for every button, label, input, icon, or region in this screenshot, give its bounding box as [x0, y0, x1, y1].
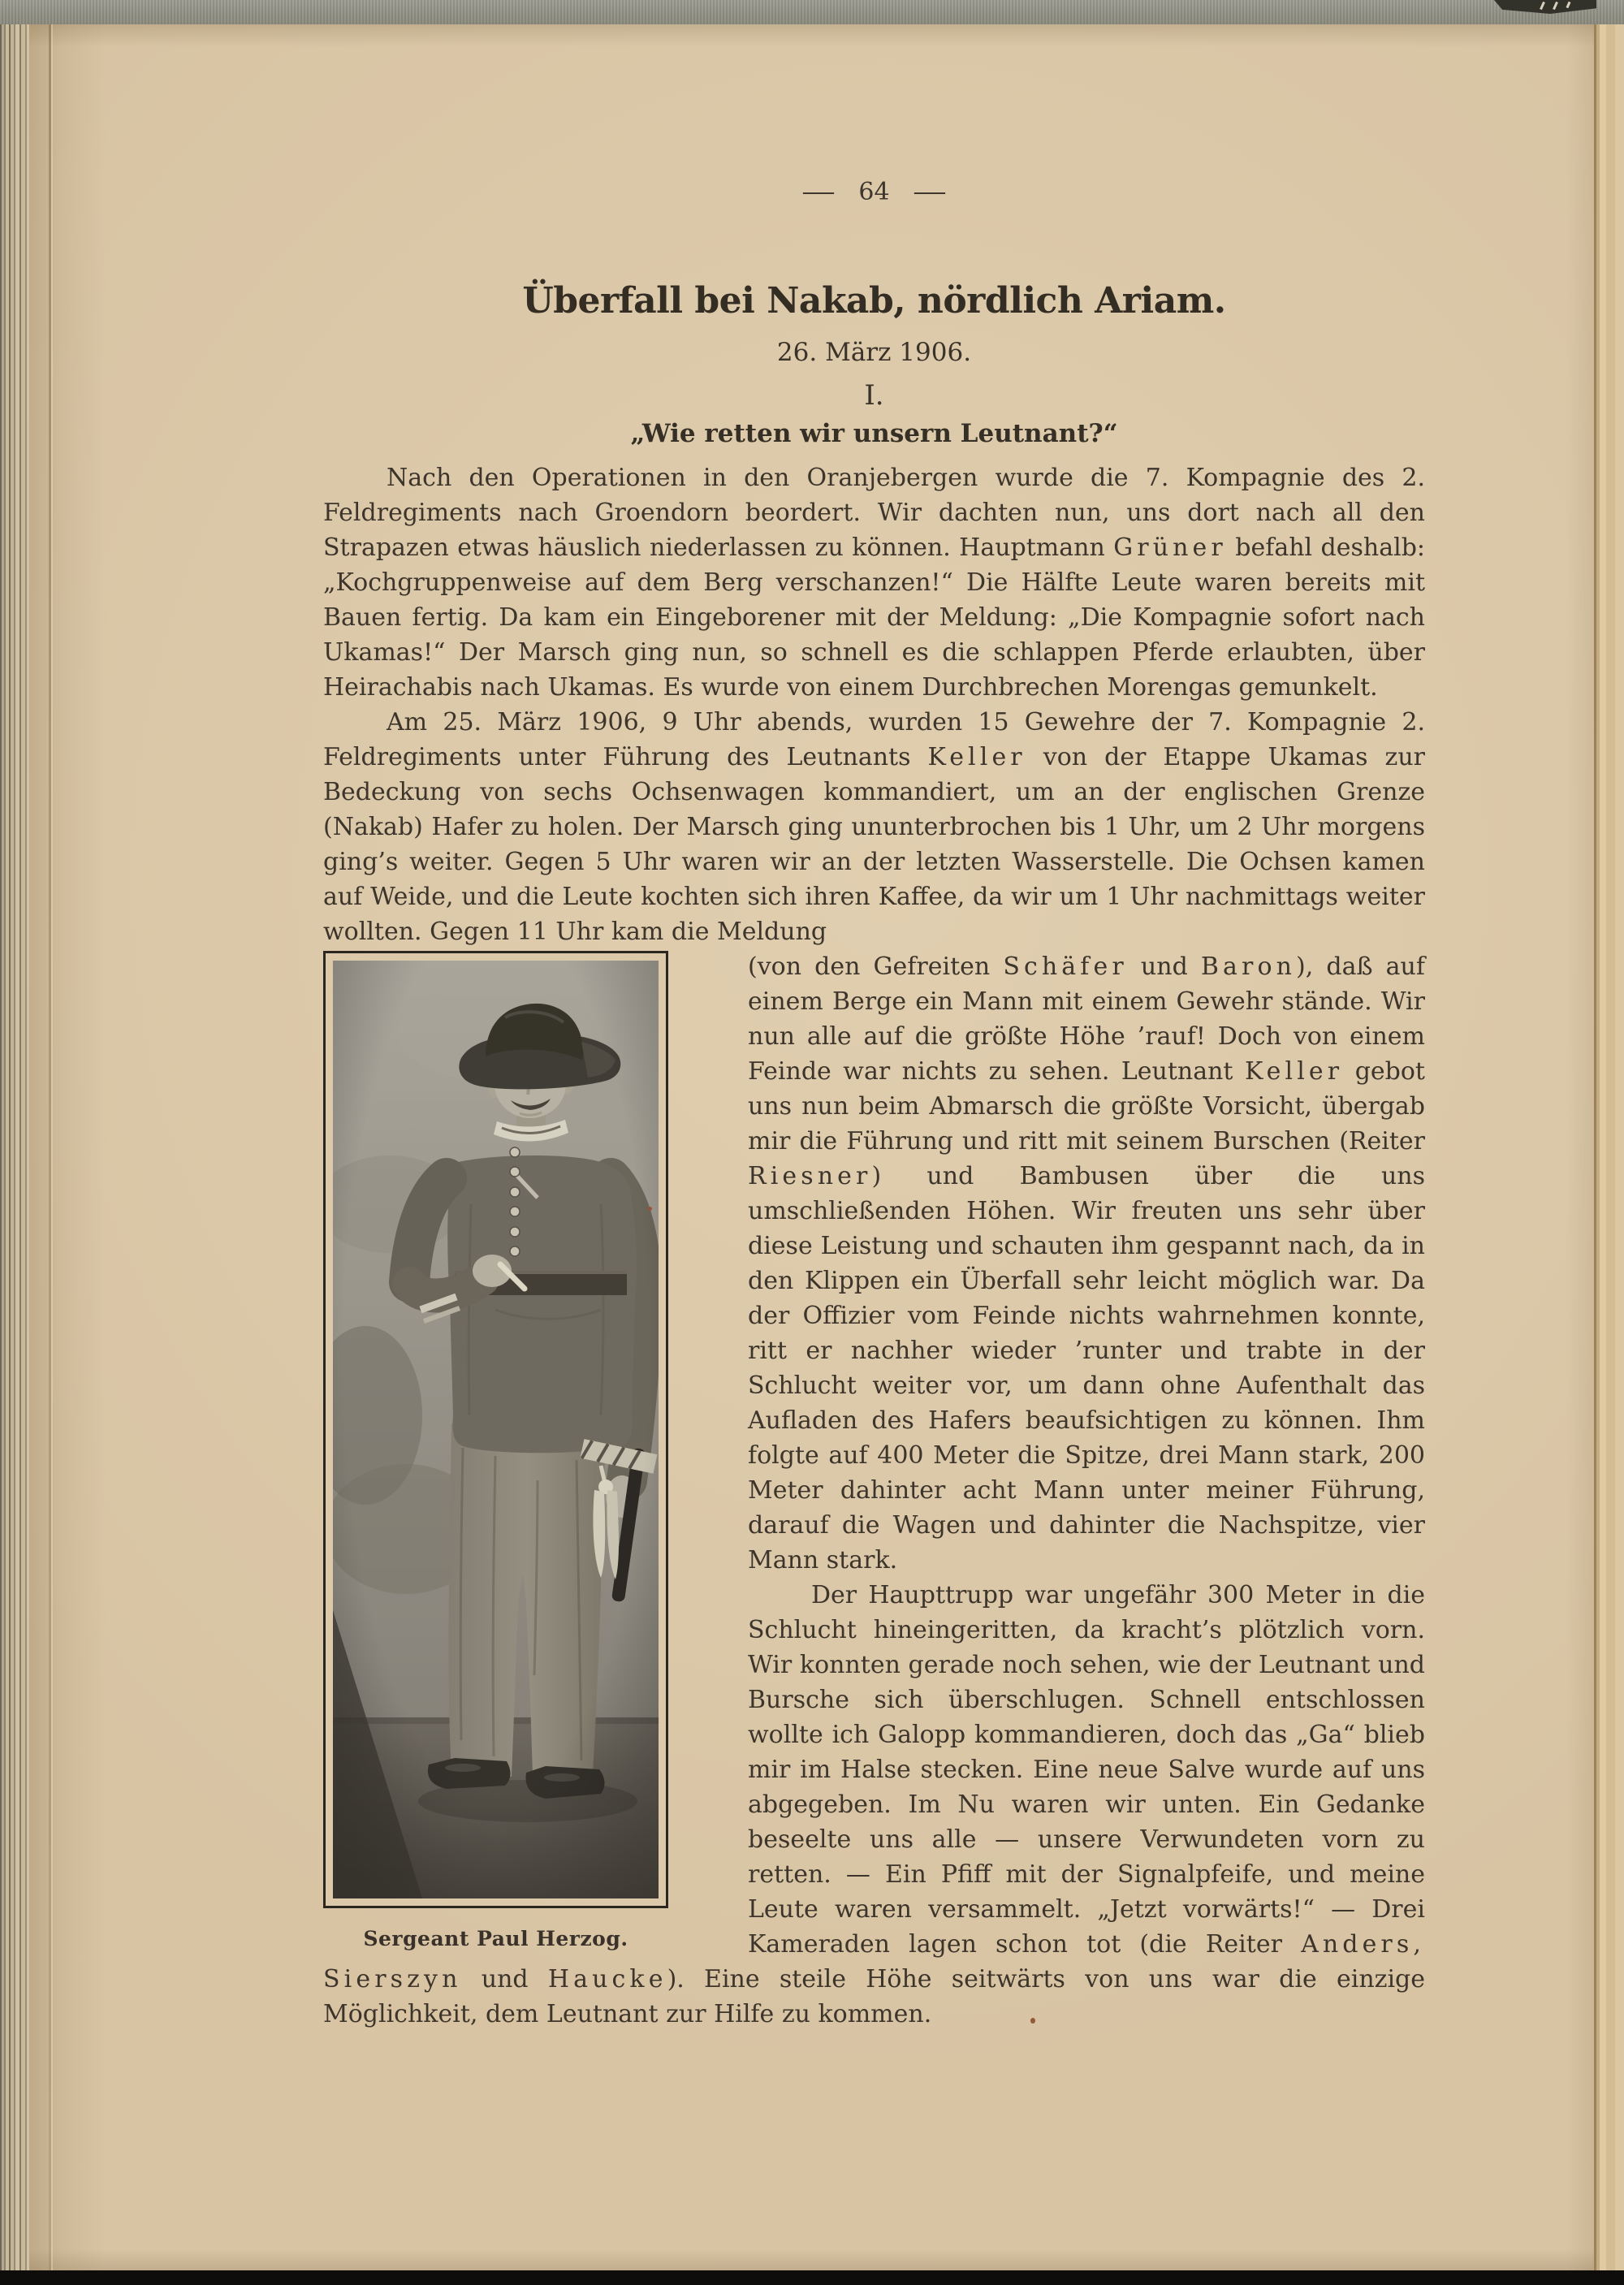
text-run: ), daß auf einem Berge ein Mann mit einem Gewehr stände. Wir nun alle auf die größte Höhe ’rauf! Doch von einem Feinde war nichts zu sehen. Leutnant — [748, 952, 1425, 1086]
portrait-photo-image — [333, 961, 659, 1898]
article-title: Überfall bei Nakab, nördlich Ariam. — [522, 280, 1226, 322]
chapter-numeral: I. — [864, 379, 884, 412]
headband-stitch — [1540, 2, 1545, 10]
adjacent-page-edge — [1594, 24, 1624, 2270]
foxing-speck — [1030, 2018, 1035, 2024]
page-number-dash: — — [912, 178, 947, 206]
photo-caption: Sergeant Paul Herzog. — [363, 1927, 628, 1950]
paragraph — [323, 460, 1425, 705]
page-fore-edges — [0, 24, 31, 2270]
printed-content — [323, 177, 1425, 2032]
text-run: und — [1127, 952, 1201, 981]
text-run: ) und Bambusen über die uns umschließenden Höhen. Wir freuten uns sehr über diese Leistung und schauten ihm gespannt nach, da in den Klippen ein Überfall sehr leicht möglich war. Da der Offizier vom Feinde nichts wahrnehmen konnte, ritt er nachher wieder ’runter und trabte in der Schlucht weiter vor, um dann ohne Aufenthalt das Aufladen des Hafers beaufsichtigen zu können. Ihm folgte auf 400 Meter die Spitze, drei Mann stark, 200 Meter dahinter acht Mann unter meiner Führung, darauf die Wagen und dahinter die Nachspitze, vier Mann stark. — [748, 1162, 1425, 1574]
portrait-photo-illustration — [333, 961, 659, 1898]
article-subtitle: „Wie retten wir unsern Leutnant?“ — [630, 419, 1118, 448]
text-run: und — [461, 1965, 548, 1993]
emphasized-name: Keller — [1244, 1057, 1344, 1086]
text-run: Der Haupttrupp war ungefähr 300 Meter in die Schlucht hineingeritten, da kracht’s plötzlich vorn. Wir konnten gerade noch sehen, wie der Leutnant und Bursche sich überschlugen. Schnell entschlossen wollte ich Galopp kommandieren, doch das „Ga“ blieb mir im Halse stecken. Eine neue Salve wurde auf uns abgegeben. Im Nu waren wir unten. Ein Gedanke beseelte uns alle — unsere Verwundeten vorn zu retten. — Ein Pfiff mit der Signalpfeife, und meine Leute waren versammelt. „Jetzt vorwärts!“ — Drei Kameraden lagen schon tot (die Reiter — [748, 1581, 1425, 1959]
portrait-photo-figure — [323, 951, 668, 1952]
text-run: gebot uns nun beim Abmarsch die größte Vorsicht, übergab mir die Führung und ritt mit seinem Burschen (Reiter — [748, 1057, 1425, 1155]
text-run: befahl deshalb: „Kochgruppenweise auf dem Berg verschanzen!“ Die Hälfte Leute waren bereits mit Bauen fertig. Da kam ein Eingeborener mit der Meldung: „Die Kompagnie sofort nach Ukamas!“ Der Marsch ging nun, so schnell es die schlappen Pferde erlaubten, über Heirachabis nach Ukamas. Es wurde von einem Durchbrechen Morengas gemunkelt. — [323, 533, 1426, 702]
text-run: von der Etappe Ukamas zur Bedeckung von sechs Ochsenwagen kommandiert, um an der englischen Grenze (Nakab) Hafer zu holen. Der Marsch ging ununterbrochen bis 1 Uhr, um 2 Uhr morgens ging’s weiter. Gegen 5 Uhr waren wir an der letzten Wasserstelle. Die Ochsen kamen auf Weide, und die Leute kochten sich ihren Kaffee, da wir um 1 Uhr nachmittags weiter wollten. Gegen 11 Uhr kam die Meldung — [323, 743, 1425, 946]
scan-bottom-shadow — [0, 2270, 1624, 2285]
text-run: Am 25. März 1906, 9 Uhr abends, wurden 15 Gewehre der 7. Kompagnie 2. Feldregiments unter Führung des Leutnants — [323, 708, 1425, 771]
foxing-speck — [648, 1207, 652, 1211]
page-number: 64 — [858, 178, 890, 206]
emphasized-name: Riesner — [748, 1162, 872, 1190]
page-number-row — [323, 177, 1425, 208]
portrait-photo — [323, 951, 668, 1908]
headband-stitch — [1553, 2, 1558, 10]
photo-vignette — [333, 961, 659, 1898]
text-run: (von den Gefreiten — [748, 952, 1004, 981]
book-cover-top-edge — [0, 0, 1624, 26]
article-body — [323, 460, 1425, 2032]
text-run: Nach den Operationen in den Oranjebergen wurde die 7. Kompagnie des 2. Feldregiments nach Groendorn beordert. Wir dachten nun, uns dort nach all den Strapazen etwas häuslich niederlassen zu können. Hauptmann — [323, 464, 1425, 562]
emphasized-name: Haucke — [547, 1965, 667, 1993]
article-date: 26. März 1906. — [776, 338, 972, 367]
headband-stitch — [1566, 2, 1571, 9]
emphasized-name: Keller — [927, 743, 1026, 771]
emphasized-name: Anders, Sierszyn — [323, 1930, 1425, 1993]
page-number-dash: — — [801, 178, 836, 206]
text-run: ). Eine steile Höhe seitwärts von uns war die einzige Möglichkeit, dem Leutnant zur Hilfe zu kommen. — [323, 1965, 1425, 2028]
paragraph — [323, 705, 1425, 949]
emphasized-name: Grüner — [1113, 533, 1227, 562]
emphasized-name: Baron — [1200, 952, 1297, 981]
page-crease-line — [49, 24, 51, 2270]
emphasized-name: Schäfer — [1003, 952, 1128, 981]
book-page — [29, 24, 1594, 2270]
